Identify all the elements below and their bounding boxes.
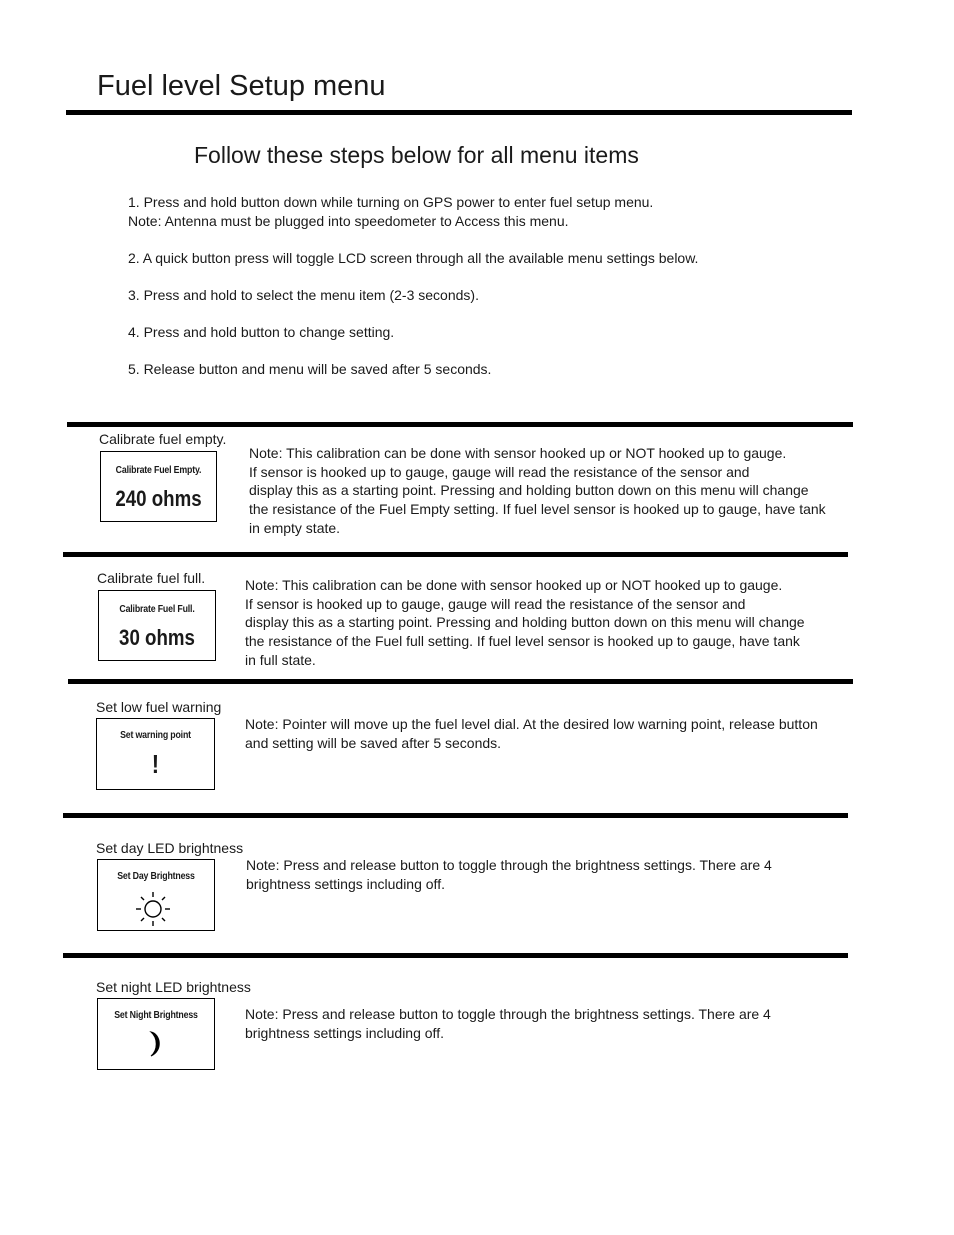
note-low: Note: Pointer will move up the fuel level dial. At the desired low warning point, release button and setting will be saved after 5 seconds. xyxy=(245,716,818,751)
step-item: 2. A quick button press will toggle LCD screen through all the available menu settings below. xyxy=(128,249,699,266)
section-divider xyxy=(63,552,848,557)
note-night: Note: Press and release button to toggle through the brightness settings. There are 4 brightness settings including off. xyxy=(245,1006,771,1041)
lcd-display-full xyxy=(98,590,216,661)
section-divider xyxy=(63,813,848,818)
sun-icon xyxy=(133,889,173,929)
title-divider xyxy=(66,110,852,115)
section-label-full: Calibrate fuel full. xyxy=(97,570,206,586)
step-item: 1. Press and hold button down while turning on GPS power to enter fuel setup menu. Note: Antenna must be plugged into speedometer to Access this menu. xyxy=(128,194,654,229)
lcd-title: Set Night Brightness xyxy=(114,1010,198,1021)
section-label-low: Set low fuel warning xyxy=(96,699,222,715)
lcd-title: Calibrate Fuel Empty. xyxy=(115,465,202,476)
section-divider xyxy=(63,953,848,958)
lcd-title: Calibrate Fuel Full. xyxy=(119,604,195,615)
note-empty: Note: This calibration can be done with sensor hooked up or NOT hooked up to gauge. If sensor is hooked up to gauge, gauge will read the resistance of the sensor and display this as a starting point. Pressing and holding button down on this menu will change the resistance of the Fuel Empty setting. If fuel level sensor is hooked up to gauge, have tank in empty state. xyxy=(249,445,826,536)
lcd-display-night xyxy=(97,998,215,1070)
step-item: 3. Press and hold to select the menu item (2-3 seconds). xyxy=(128,286,479,303)
lcd-value: 240 ohms xyxy=(115,486,202,511)
step-item: 4. Press and hold button to change setting. xyxy=(128,323,395,340)
lcd-value: 30 ohms xyxy=(119,625,195,650)
note-full: Note: This calibration can be done with sensor hooked up or NOT hooked up to gauge. If sensor is hooked up to gauge, gauge will read the resistance of the sensor and display this as a starting point. Pressing and holding button down on this menu will change the resistance of the Fuel full setting. If fuel level sensor is hooked up to gauge, have tank in full state. xyxy=(245,577,805,668)
note-day: Note: Press and release button to toggle through the brightness settings. There are 4 brightness settings including off. xyxy=(246,857,772,892)
section-divider xyxy=(68,679,853,684)
page-title: Fuel level Setup menu xyxy=(97,70,386,102)
warning-icon: ! xyxy=(151,749,160,779)
page-subtitle: Follow these steps below for all menu items xyxy=(194,142,639,168)
section-label-night: Set night LED brightness xyxy=(96,979,251,995)
moon-icon xyxy=(143,1029,169,1059)
lcd-title: Set Day Brightness xyxy=(117,871,195,882)
steps-list xyxy=(128,193,828,397)
step-item: 5. Release button and menu will be saved after 5 seconds. xyxy=(128,360,492,377)
lcd-title: Set warning point xyxy=(120,730,191,741)
lcd-display-day xyxy=(97,859,215,931)
section-label-day: Set day LED brightness xyxy=(96,840,244,856)
section-label-empty: Calibrate fuel empty. xyxy=(99,431,227,447)
section-divider xyxy=(67,422,853,427)
lcd-display-empty xyxy=(100,451,217,522)
lcd-display-low xyxy=(96,718,215,790)
